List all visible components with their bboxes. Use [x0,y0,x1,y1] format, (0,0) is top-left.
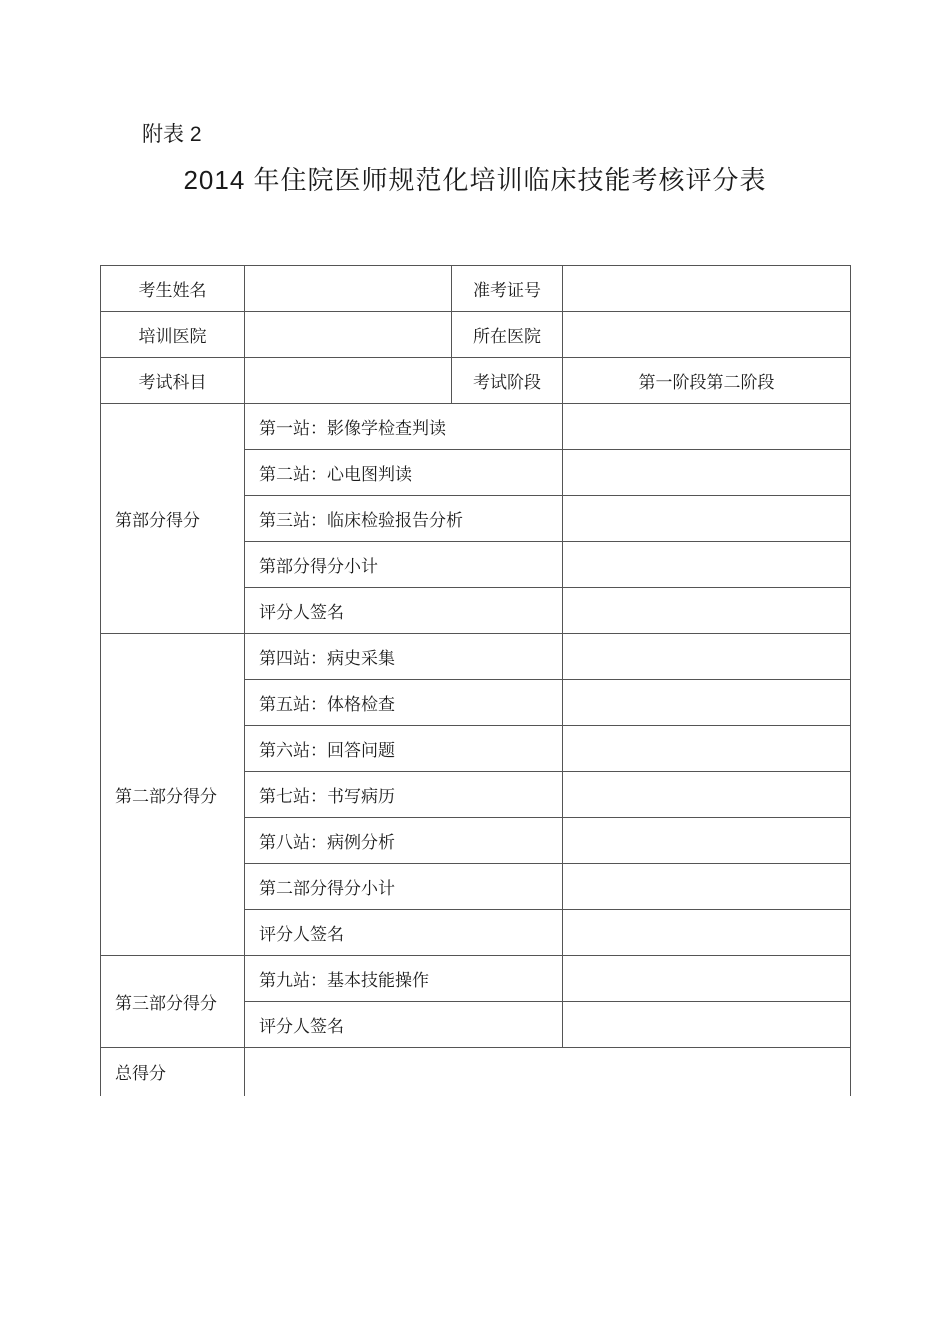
station-4-label: 第四站：病史采集 [245,634,563,680]
part3-label: 第三部分得分 [101,956,245,1048]
station-9-score[interactable] [563,956,851,1002]
table-row [101,956,851,1002]
part3-grader-signature-label: 评分人签名 [245,1002,563,1048]
exam-subject-label: 考试科目 [101,358,245,404]
station-8-score[interactable] [563,818,851,864]
name-field[interactable] [245,266,452,312]
part2-grader-signature-label: 评分人签名 [245,910,563,956]
training-hospital-field[interactable] [245,312,452,358]
station-7-score[interactable] [563,772,851,818]
station-6-score[interactable] [563,726,851,772]
station-4-score[interactable] [563,634,851,680]
table-row [101,634,851,680]
station-8-label: 第八站：病例分析 [245,818,563,864]
part1-label: 第部分得分 [101,404,245,634]
exam-stage-label: 考试阶段 [452,358,563,404]
exam-subject-field[interactable] [245,358,452,404]
station-5-label: 第五站：体格检查 [245,680,563,726]
total-score-field[interactable] [245,1048,851,1096]
station-2-label: 第二站：心电图判读 [245,450,563,496]
part2-label: 第二部分得分 [101,634,245,956]
station-5-score[interactable] [563,680,851,726]
total-score-label: 总得分 [101,1048,245,1096]
station-9-label: 第九站：基本技能操作 [245,956,563,1002]
part3-grader-signature[interactable] [563,1002,851,1048]
station-3-label: 第三站：临床检验报告分析 [245,496,563,542]
part2-subtotal-label: 第二部分得分小计 [245,864,563,910]
station-1-label: 第一站：影像学检查判读 [245,404,563,450]
exam-stage-field[interactable]: 第一阶段第二阶段 [563,358,851,404]
part1-grader-signature-label: 评分人签名 [245,588,563,634]
station-3-score[interactable] [563,496,851,542]
cert-number-field[interactable] [563,266,851,312]
table-row [101,1048,851,1096]
station-7-label: 第七站：书写病历 [245,772,563,818]
station-6-label: 第六站：回答问题 [245,726,563,772]
part1-subtotal-label: 第部分得分小计 [245,542,563,588]
training-hospital-label: 培训医院 [101,312,245,358]
part2-grader-signature[interactable] [563,910,851,956]
part1-subtotal-score[interactable] [563,542,851,588]
table-row [101,312,851,358]
station-2-score[interactable] [563,450,851,496]
current-hospital-label: 所在医院 [452,312,563,358]
station-1-score[interactable] [563,404,851,450]
part1-grader-signature[interactable] [563,588,851,634]
table-row [101,404,851,450]
cert-number-label: 准考证号 [452,266,563,312]
annex-label: 附表 2 [142,123,202,146]
table-row [101,266,851,312]
part2-subtotal-score[interactable] [563,864,851,910]
table-row [101,358,851,404]
score-table [100,265,851,1096]
name-label: 考生姓名 [101,266,245,312]
form-title: 2014 年住院医师规范化培训临床技能考核评分表 [183,165,767,195]
current-hospital-field[interactable] [563,312,851,358]
